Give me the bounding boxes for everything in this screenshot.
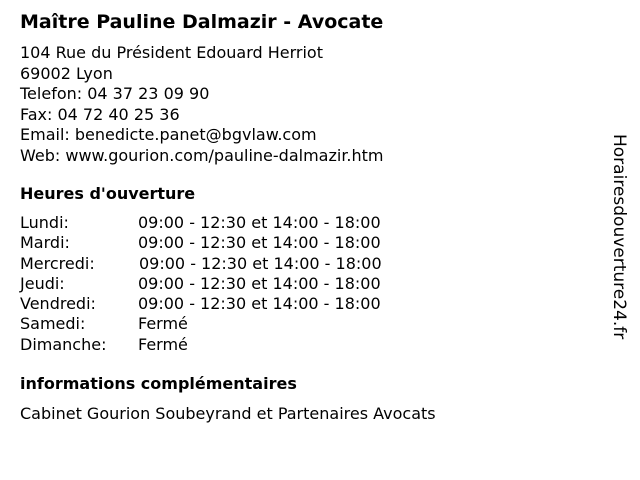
opening-hours-heading: Heures d'ouverture <box>20 184 196 203</box>
fax-number: Fax: 04 72 40 25 36 <box>20 104 180 124</box>
additional-info-text: Cabinet Gourion Soubeyrand et Partenaires Avocats <box>20 404 436 423</box>
day-label: Jeudi: <box>20 273 65 293</box>
phone-number: Telefon: 04 37 23 09 90 <box>20 84 210 103</box>
day-hours: 09:00 - 12:30 et 14:00 - 18:00 <box>138 273 381 293</box>
watermark-text: Horairesdouverture24.fr <box>609 134 629 340</box>
day-label: Dimanche: <box>20 334 107 354</box>
business-title: Maître Pauline Dalmazir - Avocate <box>20 11 384 33</box>
site-watermark <box>608 134 638 374</box>
day-label: Mardi: <box>20 233 70 253</box>
day-hours: 09:00 - 12:30 et 14:00 - 18:00 <box>138 213 381 232</box>
day-label: Mercredi: <box>20 253 95 273</box>
day-label: Lundi: <box>20 213 69 232</box>
additional-info-heading: informations complémentaires <box>20 374 297 393</box>
day-hours: 09:00 - 12:30 et 14:00 - 18:00 <box>139 253 382 273</box>
street-address: 104 Rue du Président Edouard Herriot <box>20 43 323 62</box>
day-hours: 09:00 - 12:30 et 14:00 - 18:00 <box>138 294 381 314</box>
email-address: Email: benedicte.panet@bgvlaw.com <box>20 125 317 144</box>
contact-block <box>20 43 384 166</box>
city: 69002 Lyon <box>20 63 113 83</box>
day-hours: 09:00 - 12:30 et 14:00 - 18:00 <box>138 233 381 253</box>
day-hours: Fermé <box>138 314 188 334</box>
day-hours: Fermé <box>138 334 188 354</box>
day-label: Vendredi: <box>20 294 96 314</box>
day-label: Samedi: <box>20 314 86 334</box>
website-url: Web: www.gourion.com/pauline-dalmazir.htm <box>20 145 384 165</box>
